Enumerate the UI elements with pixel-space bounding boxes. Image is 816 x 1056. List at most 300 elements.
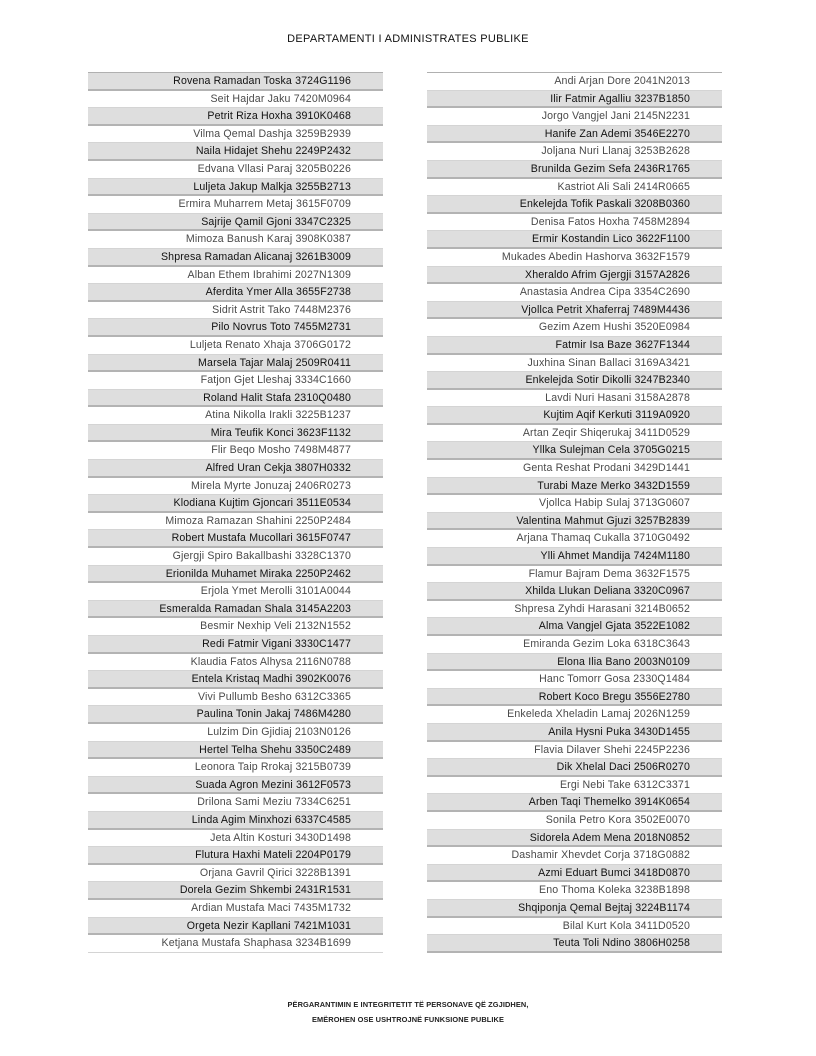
entry-code: 3157A2826 bbox=[634, 268, 690, 281]
entry-name: Jorgo Vangjel Jani bbox=[541, 110, 631, 123]
entry-name: Ylli Ahmet Mandija bbox=[540, 550, 631, 563]
footer-line-2: EMËROHEN OSE USHTROJNË FUNKSIONE PUBLIKE bbox=[311, 1015, 505, 1024]
list-entry bbox=[88, 777, 383, 795]
entry-code: 3247B2340 bbox=[634, 374, 690, 387]
list-entry bbox=[88, 759, 383, 777]
entry-name: Kujtim Aqif Kerkuti bbox=[543, 409, 633, 422]
entry-code: 2250P2462 bbox=[295, 567, 351, 580]
list-entry bbox=[88, 865, 383, 883]
list-entry bbox=[88, 143, 383, 161]
entry-name: Genta Reshat Prodani bbox=[522, 462, 631, 475]
entry-code: 3430D1498 bbox=[294, 831, 351, 844]
list-entry bbox=[88, 495, 383, 513]
entry-code: 7448M2376 bbox=[293, 303, 351, 316]
list-entry bbox=[88, 900, 383, 918]
entry-name: Besmir Nexhip Veli bbox=[200, 620, 292, 633]
entry-name: Klodiana Kujtim Gjoncari bbox=[173, 497, 294, 510]
list-entry bbox=[88, 724, 383, 742]
list-entry bbox=[88, 355, 383, 373]
list-entry bbox=[88, 372, 383, 390]
list-entry bbox=[427, 355, 722, 373]
entry-name: Redi Fatmir Vigani bbox=[202, 638, 292, 650]
list-entry bbox=[427, 425, 722, 443]
entry-name: Pilo Novrus Toto bbox=[211, 321, 291, 334]
entry-name: Esmeralda Ramadan Shala bbox=[159, 602, 293, 615]
entry-code: 3257B2839 bbox=[634, 514, 690, 527]
entry-name: Vivi Pullumb Besho bbox=[197, 690, 292, 703]
list-entry bbox=[427, 900, 722, 918]
entry-name: Robert Koco Bregu bbox=[538, 690, 632, 703]
entry-code: 3718G0882 bbox=[633, 849, 690, 862]
list-entry bbox=[427, 390, 722, 408]
entry-code: 7498M4877 bbox=[293, 444, 351, 457]
list-entry bbox=[427, 372, 722, 390]
entry-name: Gezim Azem Hushi bbox=[538, 321, 632, 334]
entry-name: Orgeta Nezir Kapllani bbox=[186, 919, 291, 932]
entry-name: Shpresa Ramadan Alicanaj bbox=[160, 250, 293, 263]
entry-name: Paulina Tonin Jakaj bbox=[196, 708, 291, 721]
entry-code: 3215B0739 bbox=[295, 761, 351, 774]
entry-name: Rovena Ramadan Toska bbox=[173, 75, 292, 87]
entry-name: Sidrit Astrit Tako bbox=[212, 303, 291, 316]
entry-code: 6337C4585 bbox=[294, 813, 351, 826]
list-entry bbox=[88, 179, 383, 197]
list-entry bbox=[427, 777, 722, 795]
list-entry bbox=[88, 601, 383, 619]
list-entry bbox=[427, 794, 722, 812]
entry-name: Ilir Fatmir Agalliu bbox=[550, 92, 632, 105]
entry-name: Vjollca Petrit Xhaferraj bbox=[521, 303, 630, 316]
list-entry bbox=[88, 249, 383, 267]
list-entry bbox=[427, 530, 722, 548]
entry-code: 3807H0332 bbox=[294, 462, 351, 475]
entry-name: Denisa Fatos Hoxha bbox=[530, 215, 630, 228]
list-entry bbox=[427, 91, 722, 109]
entry-code: 3632F1579 bbox=[635, 250, 690, 263]
entry-name: Erionilda Muhamet Miraka bbox=[165, 567, 293, 580]
entry-code: 2204P0179 bbox=[295, 849, 351, 862]
list-entry bbox=[427, 865, 722, 883]
entry-code: 3208B0360 bbox=[634, 198, 690, 211]
list-entry bbox=[88, 548, 383, 566]
list-entry bbox=[427, 302, 722, 320]
entry-code: 3334C1660 bbox=[294, 374, 351, 387]
list-entry bbox=[88, 460, 383, 478]
entry-code: 3259B2939 bbox=[295, 127, 351, 140]
entry-code: 3724G1196 bbox=[295, 75, 351, 87]
entry-code: 3350C2489 bbox=[294, 743, 351, 756]
list-entry bbox=[88, 319, 383, 337]
entry-name: Anila Hysni Puka bbox=[548, 725, 631, 738]
entry-code: 3615F0747 bbox=[296, 532, 351, 545]
entry-name: Seit Hajdar Jaku bbox=[210, 92, 291, 105]
entry-name: Jeta Altin Kosturi bbox=[210, 831, 292, 844]
entry-code: 3522E1082 bbox=[634, 620, 690, 633]
list-entry bbox=[427, 724, 722, 742]
entry-code: 3169A3421 bbox=[634, 356, 690, 369]
entry-code: 3224B1174 bbox=[635, 901, 690, 914]
entry-code: 3627F1344 bbox=[635, 338, 690, 351]
list-entry bbox=[88, 73, 383, 91]
entry-name: Enkelejda Sotir Dikolli bbox=[525, 374, 632, 387]
list-entry bbox=[88, 91, 383, 109]
entry-name: Entela Kristaq Madhi bbox=[191, 673, 293, 686]
entry-name: Robert Mustafa Mucollari bbox=[171, 532, 293, 545]
entry-code: 3330C1477 bbox=[294, 638, 351, 650]
entry-code: 3914K0654 bbox=[634, 796, 690, 809]
list-entry bbox=[88, 214, 383, 232]
list-entry bbox=[427, 601, 722, 619]
footer-line-1: PËRGARANTIMIN E INTEGRITETIT TË PERSONAVE QË ZGJIDHEN, bbox=[287, 1000, 529, 1009]
entry-code: 3432D1559 bbox=[633, 479, 690, 492]
entry-code: 3623F1132 bbox=[296, 426, 351, 439]
entry-code: 2509R0411 bbox=[295, 356, 351, 369]
entry-name: Anastasia Andrea Cipa bbox=[519, 286, 631, 299]
list-entry bbox=[427, 460, 722, 478]
entry-name: Drilona Sami Meziu bbox=[197, 796, 292, 809]
entry-code: 2132N1552 bbox=[294, 620, 351, 633]
entry-name: Ardian Mustafa Maci bbox=[191, 901, 291, 914]
entry-code: 7486M4280 bbox=[293, 708, 351, 721]
entry-code: 2003N0109 bbox=[633, 655, 690, 668]
entry-name: Vjollca Habip Sulaj bbox=[538, 497, 631, 510]
entry-code: 3910K0468 bbox=[295, 110, 351, 123]
footer bbox=[0, 997, 816, 1027]
entry-name: Xheraldo Afrim Gjergji bbox=[525, 268, 632, 281]
entry-code: 2145N2231 bbox=[633, 110, 690, 123]
list-entry bbox=[427, 759, 722, 777]
entry-code: 3612F0573 bbox=[296, 778, 351, 791]
entry-code: 3411D0529 bbox=[634, 426, 690, 439]
entry-code: 3430D1455 bbox=[633, 725, 690, 738]
entry-code: 3205B0226 bbox=[295, 162, 351, 175]
list-entry bbox=[88, 407, 383, 425]
entry-code: 7424M1180 bbox=[633, 550, 690, 563]
entry-name: Erjola Ymet Merolli bbox=[200, 585, 293, 598]
entry-name: Luljeta Jakup Malkja bbox=[193, 180, 293, 193]
list-entry bbox=[88, 566, 383, 584]
entry-code: 3615F0709 bbox=[296, 198, 351, 211]
entry-code: 3261B3009 bbox=[295, 250, 351, 263]
entry-code: 2506R0270 bbox=[633, 761, 690, 774]
entry-code: 2245P2236 bbox=[634, 743, 690, 756]
list-entry bbox=[427, 231, 722, 249]
entry-code: 3622F1100 bbox=[635, 233, 690, 246]
entry-code: 3902K0076 bbox=[295, 673, 351, 686]
entry-name: Vilma Qemal Dashja bbox=[193, 127, 293, 140]
entry-name: Ergi Nebi Take bbox=[559, 778, 631, 791]
entry-name: Xhilda Llukan Deliana bbox=[525, 585, 631, 598]
entry-name: Sonila Petro Kora bbox=[545, 813, 632, 826]
list-entry bbox=[88, 742, 383, 760]
entry-code: 2027N1309 bbox=[294, 268, 351, 281]
list-entry bbox=[427, 319, 722, 337]
entry-code: 3214B0652 bbox=[634, 602, 690, 615]
entry-code: 3502E0070 bbox=[634, 813, 690, 826]
entry-code: 3411D0520 bbox=[634, 919, 690, 932]
entry-name: Arben Taqi Themelko bbox=[528, 796, 632, 809]
entry-name: Orjana Gavril Qirici bbox=[199, 866, 293, 879]
list-entry bbox=[427, 830, 722, 848]
entry-name: Leonora Taip Rrokaj bbox=[194, 761, 293, 774]
list-entry bbox=[88, 636, 383, 654]
entry-name: Gjergji Spiro Bakallbashi bbox=[172, 550, 292, 563]
entry-code: 7455M2731 bbox=[293, 321, 351, 334]
entry-code: 3511E0534 bbox=[296, 497, 351, 510]
list-entry bbox=[427, 267, 722, 285]
list-entry bbox=[427, 214, 722, 232]
names-column-right bbox=[427, 72, 722, 953]
entry-name: Alma Vangjel Gjata bbox=[538, 620, 632, 633]
entry-code: 3556E2780 bbox=[634, 690, 690, 703]
list-entry bbox=[427, 566, 722, 584]
entry-name: Naila Hidajet Shehu bbox=[195, 145, 293, 158]
list-entry bbox=[427, 671, 722, 689]
list-entry bbox=[427, 108, 722, 126]
entry-code: 3253B2628 bbox=[634, 145, 690, 158]
list-entry bbox=[427, 161, 722, 179]
entry-code: 3806H0258 bbox=[633, 937, 690, 950]
list-entry bbox=[88, 231, 383, 249]
list-entry bbox=[427, 742, 722, 760]
list-entry bbox=[88, 618, 383, 636]
list-entry bbox=[427, 442, 722, 460]
list-entry bbox=[427, 548, 722, 566]
entry-code: 3655F2738 bbox=[296, 286, 351, 299]
entry-code: 2310Q0480 bbox=[294, 391, 351, 404]
list-entry bbox=[88, 918, 383, 936]
entry-code: 3101A0044 bbox=[295, 585, 351, 598]
entry-code: 2436R1765 bbox=[633, 162, 690, 175]
entry-name: Luljeta Renato Xhaja bbox=[189, 338, 292, 351]
entry-code: 2406R0273 bbox=[294, 479, 351, 492]
list-entry bbox=[427, 918, 722, 936]
list-entry bbox=[427, 689, 722, 707]
entry-code: 2431R1531 bbox=[294, 884, 351, 897]
entry-name: Mukades Abedin Hashorva bbox=[501, 250, 632, 263]
list-entry bbox=[427, 513, 722, 531]
list-entry bbox=[88, 794, 383, 812]
list-entry bbox=[88, 337, 383, 355]
entry-name: Hanc Tomorr Gosa bbox=[539, 673, 631, 686]
entry-name: Artan Zeqir Shiqerukaj bbox=[522, 426, 632, 439]
entry-code: 3320C0967 bbox=[633, 585, 690, 598]
entry-name: Sajrije Qamil Gjoni bbox=[201, 215, 292, 228]
entry-name: Valentina Mahmut Gjuzi bbox=[516, 514, 632, 527]
list-entry bbox=[427, 284, 722, 302]
entry-code: 3418D0870 bbox=[633, 866, 690, 879]
list-entry bbox=[88, 284, 383, 302]
entry-name: Sidorela Adem Mena bbox=[529, 831, 631, 844]
entry-code: 2414R0665 bbox=[633, 180, 690, 193]
entry-code: 7421M1031 bbox=[293, 919, 351, 932]
entry-name: Joljana Nuri Llanaj bbox=[541, 145, 632, 158]
entry-name: Alban Ethem Ibrahimi bbox=[187, 268, 292, 281]
entry-name: Roland Halit Stafa bbox=[203, 391, 292, 404]
entry-name: Elona Ilia Bano bbox=[557, 655, 631, 668]
entry-code: 2249P2432 bbox=[295, 145, 351, 158]
list-entry bbox=[88, 425, 383, 443]
names-column-left bbox=[88, 72, 383, 953]
entry-code: 6312C3371 bbox=[633, 778, 690, 791]
entry-name: Mimoza Banush Karaj bbox=[185, 233, 293, 246]
entry-code: 3119A0920 bbox=[635, 409, 690, 422]
entry-code: 3255B2713 bbox=[295, 180, 351, 193]
entry-name: Fatmir Isa Baze bbox=[555, 338, 632, 351]
list-entry bbox=[427, 73, 722, 91]
entry-code: 3237B1850 bbox=[634, 92, 690, 105]
list-entry bbox=[427, 126, 722, 144]
entry-code: 7458M2894 bbox=[632, 215, 690, 228]
list-entry bbox=[88, 513, 383, 531]
entry-code: 3713G0607 bbox=[633, 497, 690, 510]
list-entry bbox=[88, 267, 383, 285]
entry-code: 3706G0172 bbox=[294, 338, 351, 351]
list-entry bbox=[88, 530, 383, 548]
entry-code: 7420M0964 bbox=[293, 92, 351, 105]
list-entry bbox=[88, 689, 383, 707]
list-entry bbox=[88, 812, 383, 830]
list-entry bbox=[88, 478, 383, 496]
entry-code: 3234B1699 bbox=[295, 937, 351, 950]
entry-name: Juxhina Sinan Ballaci bbox=[527, 356, 632, 369]
entry-name: Flavia Dilaver Shehi bbox=[534, 743, 632, 756]
entry-code: 2018N0852 bbox=[633, 831, 690, 844]
page-title: DEPARTAMENTI I ADMINISTRATES PUBLIKE bbox=[287, 33, 529, 45]
list-entry bbox=[88, 390, 383, 408]
entry-name: Mirela Myrte Jonuzaj bbox=[191, 479, 292, 492]
list-entry bbox=[427, 337, 722, 355]
list-entry bbox=[427, 249, 722, 267]
entry-name: Ermira Muharrem Metaj bbox=[178, 198, 293, 211]
entry-name: Brunilda Gezim Sefa bbox=[530, 162, 631, 175]
list-entry bbox=[427, 706, 722, 724]
list-entry bbox=[427, 618, 722, 636]
list-entry bbox=[88, 706, 383, 724]
entry-code: 7334C6251 bbox=[294, 796, 351, 809]
entry-name: Hanife Zan Ademi bbox=[544, 127, 632, 140]
entry-code: 3328C1370 bbox=[294, 550, 351, 563]
list-entry bbox=[88, 196, 383, 214]
list-entry bbox=[88, 935, 383, 953]
entry-name: Lavdi Nuri Hasani bbox=[545, 391, 632, 404]
list-entry bbox=[88, 882, 383, 900]
entry-code: 2250P2484 bbox=[295, 514, 351, 527]
entry-name: Marsela Tajar Malaj bbox=[198, 356, 293, 369]
entry-name: Andi Arjan Dore bbox=[554, 75, 631, 87]
entry-name: Dorela Gezim Shkembi bbox=[179, 884, 292, 897]
list-entry bbox=[88, 583, 383, 601]
entry-name: Shpresa Zyhdi Harasani bbox=[514, 602, 632, 615]
entry-code: 3429D1441 bbox=[633, 462, 690, 475]
list-entry bbox=[427, 196, 722, 214]
list-entry bbox=[427, 812, 722, 830]
entry-name: Lulzim Din Gjidiaj bbox=[207, 725, 292, 738]
entry-code: 3225B1237 bbox=[295, 409, 351, 422]
entry-name: Fatjon Gjet Lleshaj bbox=[200, 374, 292, 387]
list-entry bbox=[88, 302, 383, 320]
entry-code: 3347C2325 bbox=[294, 215, 351, 228]
entry-name: Petrit Riza Hoxha bbox=[207, 110, 293, 123]
list-entry bbox=[427, 495, 722, 513]
entry-code: 3710G0492 bbox=[633, 532, 690, 545]
entry-name: Emiranda Gezim Loka bbox=[523, 638, 631, 650]
entry-code: 3546E2270 bbox=[634, 127, 690, 140]
list-entry bbox=[427, 882, 722, 900]
list-entry bbox=[88, 442, 383, 460]
entry-name: Mimoza Ramazan Shahini bbox=[165, 514, 293, 527]
entry-name: Linda Agim Minxhozi bbox=[191, 813, 292, 826]
list-entry bbox=[88, 161, 383, 179]
list-entry bbox=[88, 108, 383, 126]
entry-name: Klaudia Fatos Alhysa bbox=[190, 655, 293, 668]
entry-name: Turabi Maze Merko bbox=[537, 479, 631, 492]
entry-name: Enkelejda Tofik Paskali bbox=[519, 198, 632, 211]
entry-name: Azmi Eduart Bumci bbox=[538, 866, 631, 879]
list-entry bbox=[427, 654, 722, 672]
entry-name: Mira Teufik Konci bbox=[210, 426, 294, 439]
entry-name: Suada Agron Mezini bbox=[195, 778, 293, 791]
list-entry bbox=[427, 478, 722, 496]
entry-code: 3705G0215 bbox=[633, 444, 690, 457]
list-entry bbox=[427, 636, 722, 654]
entry-name: Edvana Vllasi Paraj bbox=[197, 162, 293, 175]
entry-name: Arjana Thamaq Cukalla bbox=[516, 532, 631, 545]
list-entry bbox=[427, 143, 722, 161]
entry-code: 7489M4436 bbox=[632, 303, 690, 316]
entry-code: 2041N2013 bbox=[633, 75, 690, 87]
entry-code: 3228B1391 bbox=[295, 866, 351, 879]
entry-name: Aferdita Ymer Alla bbox=[205, 286, 293, 299]
entry-name: Eno Thoma Koleka bbox=[539, 884, 632, 897]
entry-code: 3354C2690 bbox=[633, 286, 690, 299]
entry-code: 3908K0387 bbox=[295, 233, 351, 246]
entry-code: 3520E0984 bbox=[634, 321, 690, 334]
entry-name: Teuta Toli Ndino bbox=[553, 937, 631, 950]
entry-name: Shqiponja Qemal Bejtaj bbox=[518, 901, 633, 914]
entry-code: 2026N1259 bbox=[633, 708, 690, 721]
entry-code: 3238B1898 bbox=[634, 884, 690, 897]
entry-name: Flamur Bajram Dema bbox=[528, 567, 632, 580]
entry-name: Bilal Kurt Kola bbox=[562, 919, 632, 932]
entry-code: 7435M1732 bbox=[293, 901, 351, 914]
entry-code: 2103N0126 bbox=[294, 725, 351, 738]
entry-name: Enkeleda Xheladin Lamaj bbox=[507, 708, 631, 721]
entry-code: 6318C3643 bbox=[633, 638, 690, 650]
list-entry bbox=[427, 847, 722, 865]
list-entry bbox=[88, 847, 383, 865]
entry-name: Ermir Kostandin Lico bbox=[531, 233, 633, 246]
entry-name: Kastriot Ali Sali bbox=[557, 180, 631, 193]
entry-name: Hertel Telha Shehu bbox=[199, 743, 292, 756]
entry-code: 3632F1575 bbox=[635, 567, 690, 580]
list-entry bbox=[88, 126, 383, 144]
list-entry bbox=[88, 830, 383, 848]
entry-name: Atina Nikolla Irakli bbox=[205, 409, 293, 422]
entry-name: Yllka Sulejman Cela bbox=[532, 444, 631, 457]
entry-code: 6312C3365 bbox=[294, 690, 351, 703]
list-entry bbox=[88, 671, 383, 689]
entry-name: Dik Xhelal Daci bbox=[556, 761, 631, 774]
entry-code: 2116N0788 bbox=[295, 655, 351, 668]
entry-name: Dashamir Xhevdet Corja bbox=[511, 849, 631, 862]
entry-name: Flir Beqo Mosho bbox=[211, 444, 291, 457]
list-entry bbox=[427, 935, 722, 953]
entry-code: 3158A2878 bbox=[634, 391, 690, 404]
list-entry bbox=[427, 583, 722, 601]
entry-name: Alfred Uran Cekja bbox=[205, 462, 292, 475]
entry-code: 2330Q1484 bbox=[633, 673, 690, 686]
